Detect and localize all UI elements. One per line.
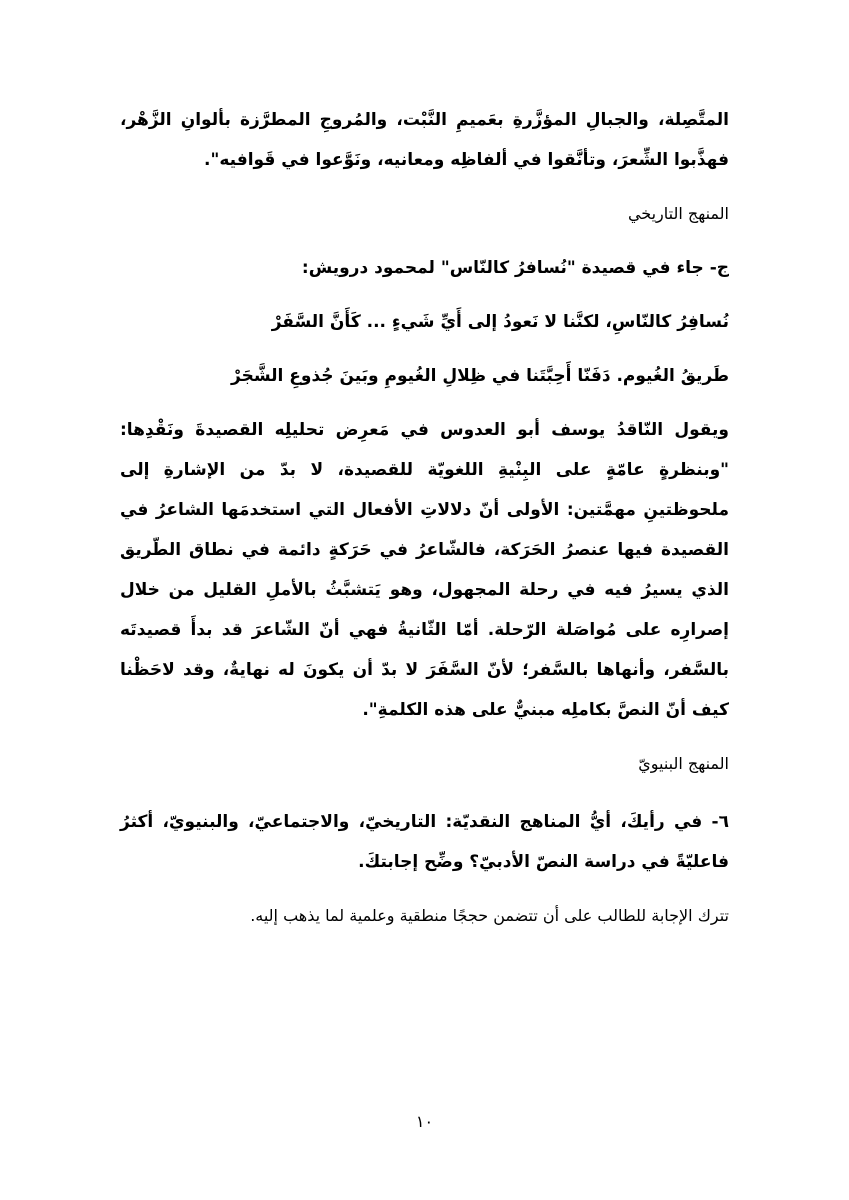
question-c: ج- جاء في قصيدة "نُسافرُ كالنّاس" لمحمود درويش:: [301, 258, 729, 278]
answer-label-historical: المنهج التاريخي: [627, 204, 729, 223]
poem-line-2: طَريقُ الغُيوم. دَفَنّا أَحِبَّتَنا في ظِلالِ الغُيومِ وبَينَ جُذوعِ الشَّجَرْ: [231, 366, 729, 386]
answer-note: تترك الإجابة للطالب على أن تتضمن حججًا منطقية وعلمية لما يذهب إليه.: [250, 906, 729, 925]
question-6: ٦- في رأيكَ، أيُّ المناهج النقديّة: التاريخيّ، والاجتماعيّ، والبنيويّ، أكثرُ فاعليّةً في دراسة النصّ الأدبيّ؟ وضِّح إجابتكَ.: [120, 812, 729, 872]
answer-label-structural: المنهج البنيويّ: [638, 754, 729, 773]
poem-line-1: نُسافِرُ كالنّاسِ، لكنَّنا لا نَعودُ إلى أَيِّ شَيءٍ ... كَأَنَّ السَّفَرْ: [271, 312, 729, 332]
page-number: ١٠: [415, 1112, 434, 1131]
intro-quote-paragraph: المتَّصِلة، والجبالِ المؤزَّرةِ بعَميمِ النَّبْت، والمُروجِ المطرَّزة بألوانِ الزَّهْر، فهذَّبوا الشِّعرَ، وتأنَّقوا في ألفاظِه ومعانيه، ونَوَّعوا في قَوافيه".: [120, 110, 729, 170]
critic-quote-paragraph: ويقول النّاقدُ يوسف أبو العدوس في مَعرِض تحليلِه القصيدةَ ونَقْدِها: "وبنظرةٍ عامّةٍ على البِنْيةِ اللغويّة للقصيدة، لا بدّ من الإشارةِ إلى ملحوظتينِ مهمَّتين: الأولى أنّ دلالاتِ الأفعال التي استخدمَها الشاعرُ في القصيدة فيها عنصرُ الحَرَكة، فالشّاعرُ في حَرَكةٍ دائمة في نطاق الطّريق الذي يسيرُ فيه في رحلة المجهول، وهو يَتشبَّثُ بالأملِ القليل من خلال إصرارِه على مُواصَلة الرّحلة. أمّا الثّانيةُ فهي أنّ الشّاعرَ قد بدأَ قصيدتَه بالسَّفر، وأنهاها بالسَّفر؛ لأنّ السَّفَرَ لا بدّ أن يكونَ له نهايةٌ، وقد لاحَظْنا كيف أنّ النصَّ بكاملِه مبنيٌّ على هذه الكلمةِ".: [120, 420, 729, 720]
